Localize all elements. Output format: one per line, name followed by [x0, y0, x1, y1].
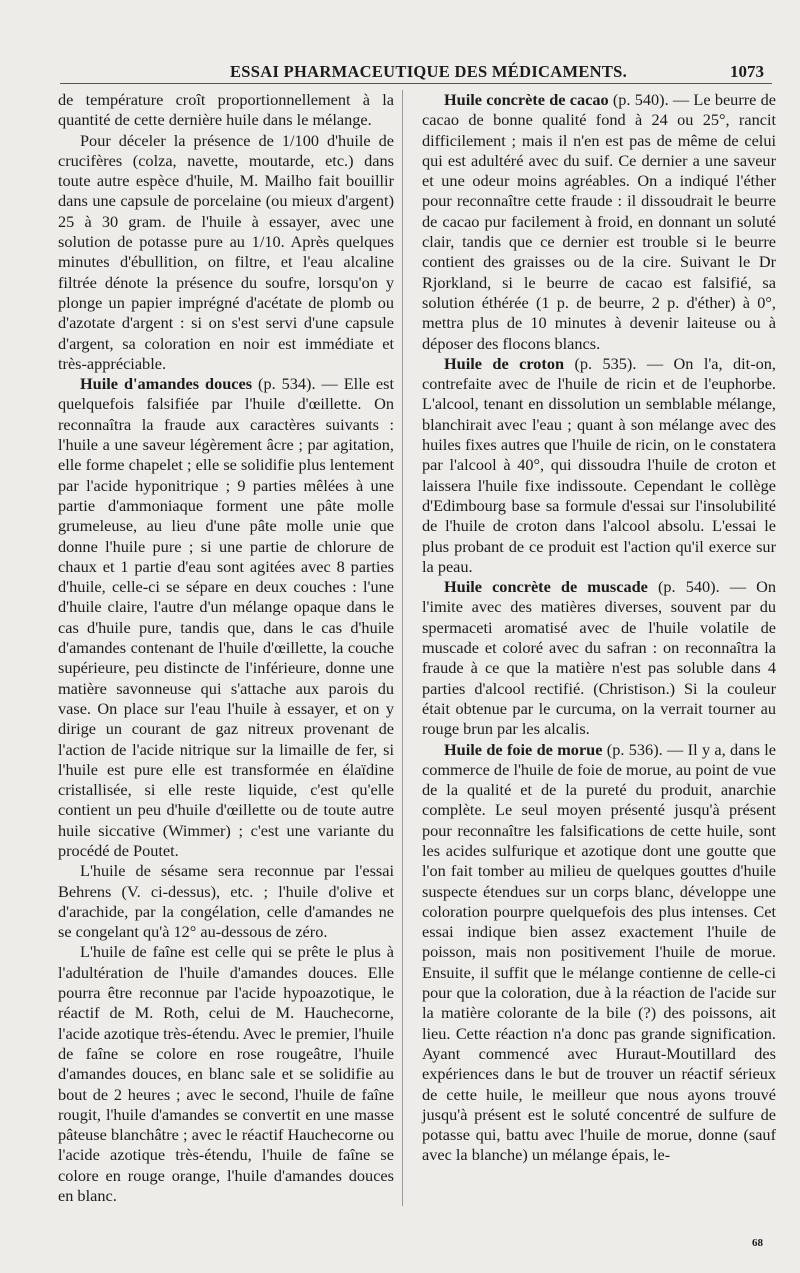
- paragraph: Pour déceler la présence de 1/100 d'huile de crucifères (colza, navette, moutarde, etc.) dans toute autre espèce d'huile, M. Mailho fait bouillir dans une capsule de porcelaine (ou mieux d'argent) 25 à 30 gram. de l'huile à essayer, avec une solution de potasse pure au 1/10. Après quelques minutes d'ébullition, on filtre, et l'eau alcaline filtrée dénote la présence du soufre, lorsqu'on y plonge un papier imprégné d'acétate de plomb ou d'azotate d'argent : si on s'est servi d'une capsule d'argent, sa coloration en noir est immédiate et très-appréciable.: [58, 130, 394, 373]
- header-rule: [60, 83, 772, 84]
- signature-mark: 68: [752, 1237, 763, 1249]
- paragraph: de température croît proportionnellement à la quantité de cette dernière huile dans le mélange.: [58, 90, 394, 130]
- paragraph-huile-croton: Huile de croton (p. 535). — On l'a, dit-on, contrefaite avec de l'huile de ricin et de l'euphorbe. L'alcool, tenant en dissolution un semblable mélange, blanchirait avec l'eau ; quant à son mélange avec des huiles fixes autres que l'huile de ricin, on le constatera par l'alcool à 40°, qui dissoudra l'huile de croton et laissera l'huile fixe indissoute. Cependant le collège d'Edimbourg base sa formule d'essai sur l'insolubilité de l'huile de croton dans l'alcool absolu. L'essai le plus probant de ce produit est l'action qu'il exerce sur la peau.: [422, 353, 776, 576]
- entry-heading: Huile de foie de morue: [444, 739, 603, 759]
- page-title: ESSAI PHARMACEUTIQUE DES MÉDICAMENTS.: [230, 62, 628, 81]
- entry-heading: Huile d'amandes douces: [80, 374, 253, 394]
- paragraph-huile-foie-morue: Huile de foie de morue (p. 536). — Il y a, dans le commerce de l'huile de foie de morue, au point de vue de la qualité et de la pureté du produit, anarchie complète. Le seul moyen présenté jusqu'à présent pour reconnaître les falsifications de cette huile, sont les acides sulfurique et azotique dont une goutte que l'on fait tomber au milieu de quelques gouttes d'huile suspecte étendues sur un corps blanc, développe une coloration pourpre quelquefois des plus intenses. Cet essai indique bien assez exactement l'huile de poisson, mais non positivement l'huile de morue. Ensuite, il suffit que le mélange contienne de celle-ci pour que la coloration, due à la réaction de l'acide sur la matière colorante de la bile (?) des poissons, ait lieu. Cette réaction n'a donc pas grande signification. Ayant commencé avec Huraut-Moutillard des expériences dans le but de trouver un réactif sérieux de cette huile, le meilleur que nous ayons trouvé jusqu'à présent est le soluté concentré de sulfure de potasse qui, battu avec l'huile de morue, donne (sauf avec la blanche) un mélange épais, le-: [422, 739, 776, 1165]
- paragraph-huile-muscade: Huile concrète de muscade (p. 540). — On l'imite avec des matières diverses, souvent par du spermaceti aromatisé avec de l'huile volatile de muscade et coloré avec du safran : on reconnaîtra la fraude à ce que la matière n'est pas soluble dans 4 parties d'alcool rectifié. (Christison.) Si la couleur était obtenue par le curcuma, on la verrait tourner au rouge brun par les alcalis.: [422, 577, 776, 739]
- entry-heading: Huile concrète de cacao: [444, 90, 609, 109]
- page-number: 1073: [730, 62, 764, 81]
- entry-heading: Huile de croton: [444, 353, 565, 373]
- entry-heading: Huile concrète de muscade: [444, 577, 648, 597]
- paragraph: L'huile de faîne est celle qui se prête le plus à l'adultération de l'huile d'amandes douces. Elle pourra être reconnue par l'acide hypoazotique, le réactif de M. Roth, celui de M. Hauchecorne, l'acide azotique très-étendu. Avec le premier, l'huile de faîne se colore en rose rougeâtre, l'huile d'amandes douces, en blanc sale et se solidifie au bout de 2 heures ; avec le second, l'huile de faîne rougit, l'huile d'amandes se convertit en une masse pâteuse blanchâtre ; avec le réactif Hauchecorne ou l'acide azotique très-étendu, l'huile de faîne se colore en rouge orange, l'huile d'amandes douces en blanc.: [58, 942, 394, 1206]
- paragraph-huile-cacao: Huile concrète de cacao (p. 540). — Le beurre de cacao de bonne qualité fond à 24 ou 25°, rancit difficilement ; mais il n'en est pas de même de celui qui est adultéré avec du suif. Ce dernier a une saveur et une odeur moins agréables. On a indiqué l'éther pour reconnaître cette fraude : il dissoudrait le beurre de cacao pur facilement à froid, en donnant un soluté clair, tandis que ce dernier est trouble si le beurre contient des graisses ou de la cire. Suivant le Dr Rjorkland, si le beurre de cacao est falsifié, sa solution éthérée (1 p. de beurre, 2 p. d'éther) à 0°, mettra plus de 10 minutes à devenir laiteuse ou à déposer des flocons blancs.: [422, 90, 777, 353]
- right-column: [422, 90, 776, 1166]
- paragraph: L'huile de sésame sera reconnue par l'essai Behrens (V. ci-dessus), etc. ; l'huile d'olive et d'arachide, par la congélation, celle d'amandes ne se congelant qu'à 12° au-dessous de zéro.: [58, 861, 394, 942]
- paragraph-huile-amandes: Huile d'amandes douces (p. 534). — Elle est quelquefois falsifiée par l'huile d'œillette. On reconnaîtra la fraude aux caractères suivants : l'huile a une saveur légèrement âcre ; par agitation, elle forme chapelet ; elle se solidifie plus lentement par l'acide hyponitrique ; 9 parties mêlées à une partie d'ammoniaque forment une pâte molle grumeleuse, au lieu d'une pâte molle unie que donne l'huile pure ; si une partie de chlorure de chaux et 1 partie d'eau sont agitées avec 8 parties d'huile, celle-ci se sépare en deux couches : l'une d'huile claire, l'autre d'un mélange opaque dans le cas d'huile pure, tandis que, dans le cas d'huile d'amandes contenant de l'huile d'œillette, la couche supérieure, peu distincte de l'inférieure, donne une matière savonneuse qui s'attache aux parois du vase. On place sur l'eau l'huile à essayer, et on y dirige un courant de gaz nitreux provenant de l'action de l'acide nitrique sur la limaille de fer, si l'huile est pure elle est transformée en élaïdine cristallisée, si elle reste liquide, c'est qu'elle contient un peu d'huile d'œillette ou de toute autre huile siccative (Wimmer) ; c'est une variante du procédé de Poutet.: [58, 374, 394, 860]
- left-column: [58, 90, 403, 1206]
